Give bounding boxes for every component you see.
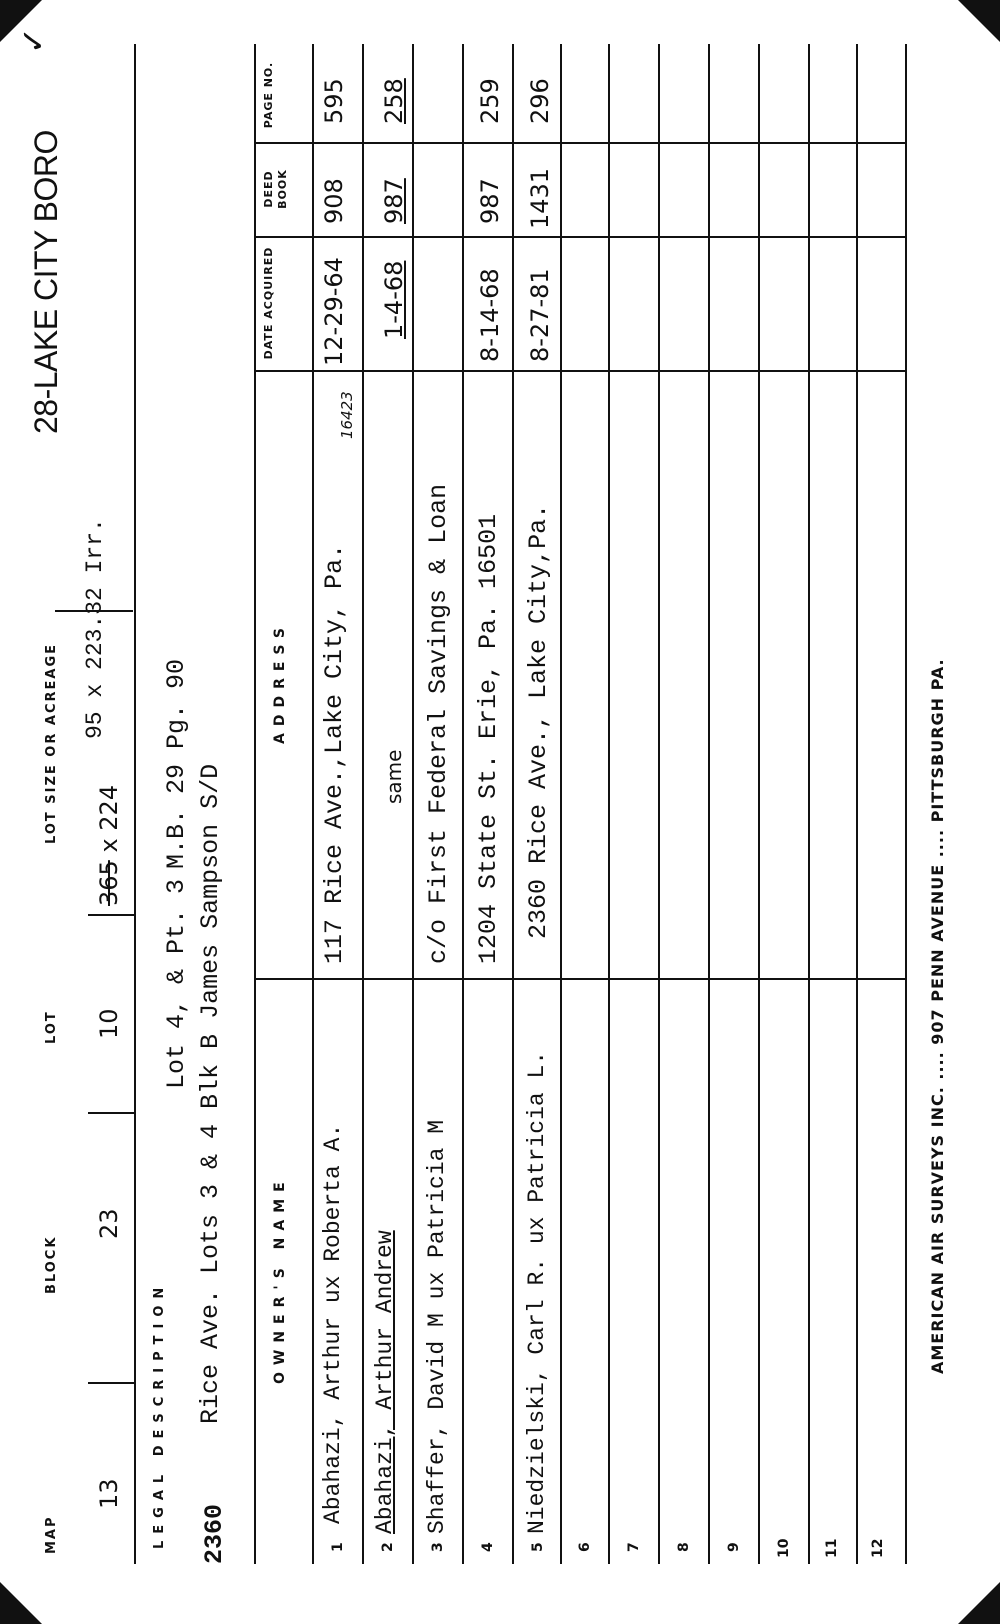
- row-rule: [856, 44, 858, 1564]
- row-number: 6: [577, 1542, 593, 1552]
- lot-value: 10: [95, 1008, 123, 1039]
- row-deed: 1431: [526, 167, 554, 229]
- row-owner: Niedzielski, Carl R. ux Patricia L.: [524, 1050, 550, 1534]
- row-number: 2: [380, 1542, 396, 1552]
- row-date: 8-14-68: [476, 268, 504, 362]
- col-header-date-acquired: DATE ACQUIRED: [262, 246, 275, 360]
- lot-size-struck: 365: [95, 860, 123, 906]
- row-owner: Abahazi, Arthur ux Roberta A.: [320, 1123, 346, 1524]
- row-rule: [658, 44, 660, 1564]
- row-rule: [362, 44, 364, 1564]
- row-address: 1204 State St. Erie, Pa. 16501: [474, 513, 503, 964]
- row-deed: 987: [380, 178, 408, 224]
- lot-size-value-2: 95 x 223.32 Irr.: [82, 518, 108, 739]
- row-number: 8: [676, 1542, 692, 1552]
- header-divider: [88, 1382, 134, 1384]
- row-date: 1-4-68: [380, 260, 408, 339]
- block-label: BLOCK: [44, 1235, 59, 1294]
- table-bottom-rule: [905, 44, 907, 1564]
- legal-line-1: Lot 4, & Pt. 3: [162, 878, 191, 1089]
- header-divider: [88, 914, 134, 916]
- row-deed: 908: [320, 178, 348, 224]
- col-header-owner: OWNER'S NAME: [272, 1175, 288, 1384]
- row-address: 2360 Rice Ave., Lake City,Pa.: [524, 503, 553, 939]
- row-address: same: [382, 749, 406, 804]
- row-page: 595: [320, 78, 348, 124]
- row-address: 117 Rice Ave.,Lake City, Pa.: [320, 543, 349, 964]
- block-value: 23: [95, 1208, 123, 1239]
- row-owner: Abahazi, Arthur Andrew: [372, 1230, 398, 1534]
- lot-size-label: LOT SIZE OR ACREAGE: [44, 643, 59, 844]
- legal-description-label: LEGAL DESCRIPTION: [152, 1280, 167, 1549]
- map-value: 13: [95, 1478, 123, 1509]
- legal-line-2: Rice Ave. Lots 3 & 4 Blk B James Sampson S/D: [196, 763, 225, 1424]
- lot-size-rest: x 224: [95, 784, 123, 853]
- row-number: 1: [330, 1542, 346, 1552]
- row-number: 5: [530, 1542, 546, 1552]
- header-divider: [88, 1112, 134, 1114]
- header-rule: [134, 44, 136, 1564]
- row-number: 12: [870, 1538, 886, 1558]
- col-header-address: ADDRESS: [272, 621, 288, 744]
- legal-line-2-number: 2360: [200, 1503, 229, 1564]
- row-rule: [462, 44, 464, 1564]
- row-owner: Shaffer, David M ux Patricia M: [424, 1119, 450, 1534]
- row-number: 11: [824, 1538, 840, 1558]
- col-header-deed-book: DEED BOOK: [262, 169, 289, 209]
- card-title: 28-LAKE CITY BORO: [28, 130, 64, 434]
- corner-mark-top-left: [0, 1574, 50, 1624]
- row-rule: [560, 44, 562, 1564]
- col-header-page-no: PAGE NO.: [262, 61, 275, 129]
- row-number: 4: [480, 1542, 496, 1552]
- row-number: 9: [726, 1542, 742, 1552]
- row-address-note: 16423: [338, 391, 356, 439]
- footer-imprint: AMERICAN AIR SURVEYS INC. .... 907 PENN AVENUE .... PITTSBURGH PA.: [928, 658, 947, 1374]
- row-rule: [312, 44, 314, 1564]
- row-rule: [808, 44, 810, 1564]
- row-deed: 987: [476, 178, 504, 224]
- corner-mark-bottom-left: [958, 1574, 1000, 1624]
- row-rule: [412, 44, 414, 1564]
- lot-size-value-1: [95, 785, 123, 906]
- row-number: 3: [430, 1542, 446, 1552]
- check-mark: ✓: [14, 27, 52, 54]
- row-page: 259: [476, 78, 504, 124]
- row-rule: [708, 44, 710, 1564]
- row-page: 296: [526, 78, 554, 124]
- row-number: 7: [626, 1542, 642, 1552]
- legal-line-1b: M.B. 29 Pg. 90: [162, 658, 191, 869]
- row-rule: [512, 44, 514, 1564]
- lot-label: LOT: [44, 1010, 59, 1044]
- row-page: 258: [380, 78, 408, 124]
- row-date: 8-27-81: [526, 268, 554, 362]
- corner-mark-bottom-right: [958, 0, 1000, 42]
- table-top-rule: [254, 44, 256, 1564]
- row-date: 12-29-64: [320, 257, 348, 366]
- row-number: 10: [776, 1538, 792, 1558]
- map-label: MAP: [44, 1515, 59, 1554]
- row-rule: [758, 44, 760, 1564]
- row-address: c/o First Federal Savings & Loan: [424, 483, 453, 964]
- row-rule: [608, 44, 610, 1564]
